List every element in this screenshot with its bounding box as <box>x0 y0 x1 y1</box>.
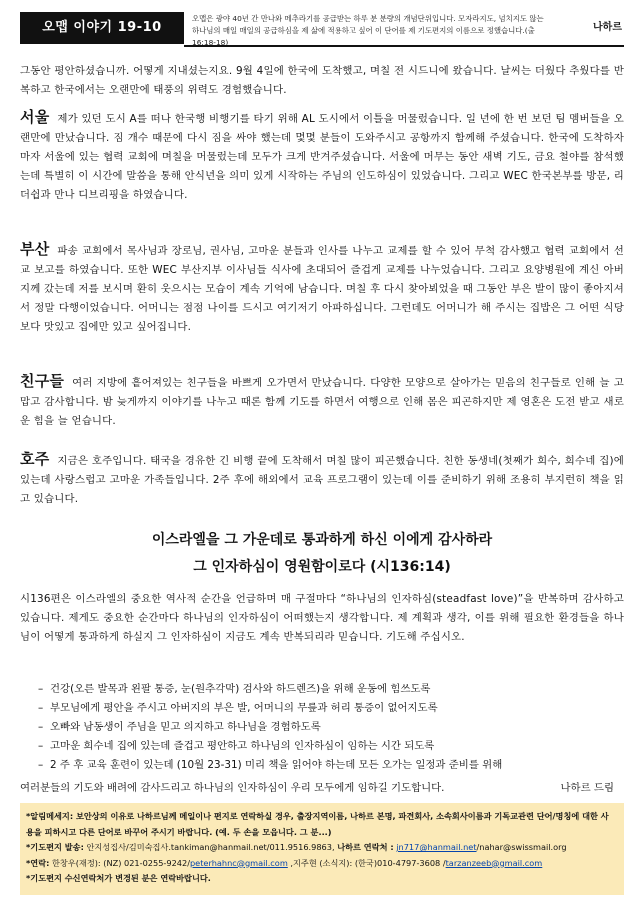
prayer-item-text: 고마운 희수네 집에 있는데 즐겁고 평안하고 하나님의 인자하심이 임하는 시간 되도록 <box>50 740 435 752</box>
closing-text: 여러분들의 기도와 배려에 감사드리고 하나님의 인자하심이 우리 모두에게 임하길 기도합니다. <box>20 782 445 794</box>
section-friends <box>20 372 624 431</box>
section-title: 서울 <box>20 108 50 126</box>
contact-line: *연락: 한창우(재정): (NZ) 021-0255-9242/peterhahnc@gmail.com ,지주현 (소식지): (한국)010-4797-3608 /tarzanzeeb@gmail.com <box>26 857 543 868</box>
address-change-notice: *기도편지 수신연락처가 변경된 분은 연락바랍니다. <box>26 873 211 883</box>
security-notice: *알림메세지: 보안상의 이유로 나하르님께 메일이나 편지로 연락하실 경우, 출장지역이름, 나하르 본명, 파견회사, 소속회사이름과 기독교관련 단어/명칭에 대한 사용을 피하시고 다른 단어로 바꾸어 주시기 바랍니다. (예. 두 손을 모읍니다. 그 분...) <box>26 811 609 837</box>
section-text: 지금은 호주입니다. 태국을 경유한 긴 비행 끝에 도착해서 며칠 많이 피곤했습니다. 친한 동생네(첫째가 희수, 희수네 집)에 있는데 사랑스럽고 고마운 가족들입니다. 2주 후에 해외에서 교육 프로그램이 있는데 이를 준비하기 위해 조용히 부지런히 책을 읽고 있습니다. <box>20 455 624 505</box>
finance-email-link[interactable]: peterhahnc@gmail.com <box>189 857 288 868</box>
section-text: 파송 교회에서 목사님과 장로님, 권사님, 고마운 분들과 인사를 나누고 교제를 할 수 있어 무척 감사했고 협력 교회에서 선교 보고를 하였습니다. 또한 WEC 부산지부 이사님들 식사에 초대되어 즐겁게 교제를 나누었습니다. 그리고 요양병원에 계신 아버지께 갔는데 저를 보시며 환히 웃으시는 모습이 계속 기억에 남습니다. 며칠 후 다시 찾아뵈었을 때 그동안 부은 발이 많이 좋아지셔서 정말 다행이었습니다. 어머니는 점점 나이를 드시고 여기저기 아파하십니다. 그런데도 어머니가 해 주시는 집밥은 그 어떤 식당보다 맛있고 집에만 있고 싶어집니다. <box>20 245 624 333</box>
header-verse-note: 오맵은 광야 40년 간 만나와 메추라기를 공급받는 하루 분 분량의 개념단위입니다. 모자라지도, 넘치지도 않는 하나님의 매일 매일의 공급하심을 제 삶에 적용하고 싶어 이 단어를 제 기도편지의 이름으로 정했습니다.(출16:18-18) <box>192 14 544 47</box>
section-text: 제가 있던 도시 A를 떠나 한국행 비행기를 타기 위해 AL 도시에서 이틀을 머물렀습니다. 일 년에 한 번 보던 팀 멤버들을 오랜만에 만났습니다. 짐 개수 때문에 다시 짐을 싸야 했는데 몇몇 분들이 도와주시고 공항까지 함께해 주셨습니다. 한국에 도착하자마자 서울에 있는 협력 교회에 며칠을 머물렀는데 모두가 크게 반겨주셨습니다. 서울에 머무는 동안 새벽 기도, 금요 철야를 참석했는데 특별히 이 시간에 말씀을 통해 안식년을 의미 있게 시작하는 주님의 인도하심이 있었습니다. 그리고 WEC 한국본부를 방문, 리더쉽과 만나 디브리핑을 하였습니다. <box>20 113 624 201</box>
contact-footer <box>20 803 624 895</box>
prayer-item-text: 건강(오른 발목과 왼팔 통증, 눈(원추각막) 검사와 하드렌즈)을 위해 운동에 힘쓰도록 <box>50 683 431 695</box>
nahar-email-link[interactable]: jn717@hanmail.net <box>396 842 477 852</box>
section-text: 여러 지방에 흩어져있는 친구들을 바쁘게 오가면서 만났습니다. 다양한 모양으로 살아가는 믿음의 친구들로 인해 늘 고맙고 감사합니다. 밤 늦게까지 이야기를 나누고 때론 함께 기도를 하면서 여행으로 인해 몸은 피곤하지만 제 영혼은 도전 받고 새로운 힘을 늘 얻습니다. <box>20 377 624 427</box>
section-title: 친구들 <box>20 372 65 390</box>
list-item: – 오빠와 남동생이 주님을 믿고 의지하고 하나님을 경험하도록 <box>38 721 321 733</box>
section-busan <box>20 240 624 337</box>
scripture-headline-line2: 그 인자하심이 영원함이로다 (시136:14) <box>193 559 451 575</box>
header-author: 나하르 <box>593 22 622 33</box>
intro-paragraph: 그동안 평안하셨습니까. 어떻게 지내셨는지요. 9월 4일에 한국에 도착했고, 며칠 전 시드니에 왔습니다. 날씨는 더웠다 추웠다를 반복하고 한국에서는 오랜만에 태풍의 위력도 경험했습니다. <box>20 65 624 96</box>
prayer-request-list <box>38 680 624 775</box>
section-seoul <box>20 108 624 205</box>
closing-line <box>20 779 624 798</box>
list-item: – 고마운 희수네 집에 있는데 즐겁고 평안하고 하나님의 인자하심이 임하는 시간 되도록 <box>38 740 435 752</box>
list-item: – 건강(오른 발목과 왼팔 통증, 눈(원추각막) 검사와 하드렌즈)을 위해 운동에 힘쓰도록 <box>38 683 431 695</box>
prayer-item-text: 부모님에게 평안을 주시고 아버지의 부은 발, 어머니의 무릎과 허리 통증이 없어지도록 <box>50 702 438 714</box>
list-item: – 부모님에게 평안을 주시고 아버지의 부은 발, 어머니의 무릎과 허리 통증이 없어지도록 <box>38 702 438 714</box>
psalm-paragraph: 시136편은 이스라엘의 중요한 역사적 순간을 언급하며 매 구절마다 “하나님의 인자하심(steadfast love)”을 반복하며 감사하고 있습니다. 제게도 중요한 순간마다 하나님의 인자하심이 어떠했는지 생각합니다. 제 계획과 생각, 이를 위해 필요한 환경들을 하나님이 어떻게 통과하게 하실지 그 인자하심이 지금도 계속 반복되리라 믿습니다. 기도해 주십시오. <box>20 593 624 643</box>
section-title: 부산 <box>20 240 50 258</box>
section-australia <box>20 450 624 509</box>
list-item: – 2 주 후 교육 훈련이 있는데 (10월 23-31) 미리 책을 읽어야 하는데 모든 오가는 일정과 준비를 위해 <box>38 759 503 771</box>
header-divider <box>184 45 624 47</box>
prayer-letter-contact: *기도편지 발송: 안지성집사/김미숙집사.tankiman@hanmail.net/011.9516.9863, 나하르 연락처 : jn717@hanmail.net/nahar@swissmail.org <box>26 842 567 852</box>
letter-number-badge: 오맵 이야기 19-10 <box>20 12 184 44</box>
letter-header <box>20 12 624 48</box>
newsletter-email-link[interactable]: tarzanzeeb@gmail.com <box>445 857 543 868</box>
prayer-item-text: 오빠와 남동생이 주님을 믿고 의지하고 하나님을 경험하도록 <box>50 721 321 733</box>
scripture-headline-line1: 이스라엘을 그 가운데로 통과하게 하신 이에게 감사하라 <box>151 532 493 548</box>
prayer-item-text: 2 주 후 교육 훈련이 있는데 (10월 23-31) 미리 책을 읽어야 하는데 모든 오가는 일정과 준비를 위해 <box>50 759 503 771</box>
section-title: 호주 <box>20 450 50 468</box>
signature: 나하르 드림 <box>560 782 614 794</box>
